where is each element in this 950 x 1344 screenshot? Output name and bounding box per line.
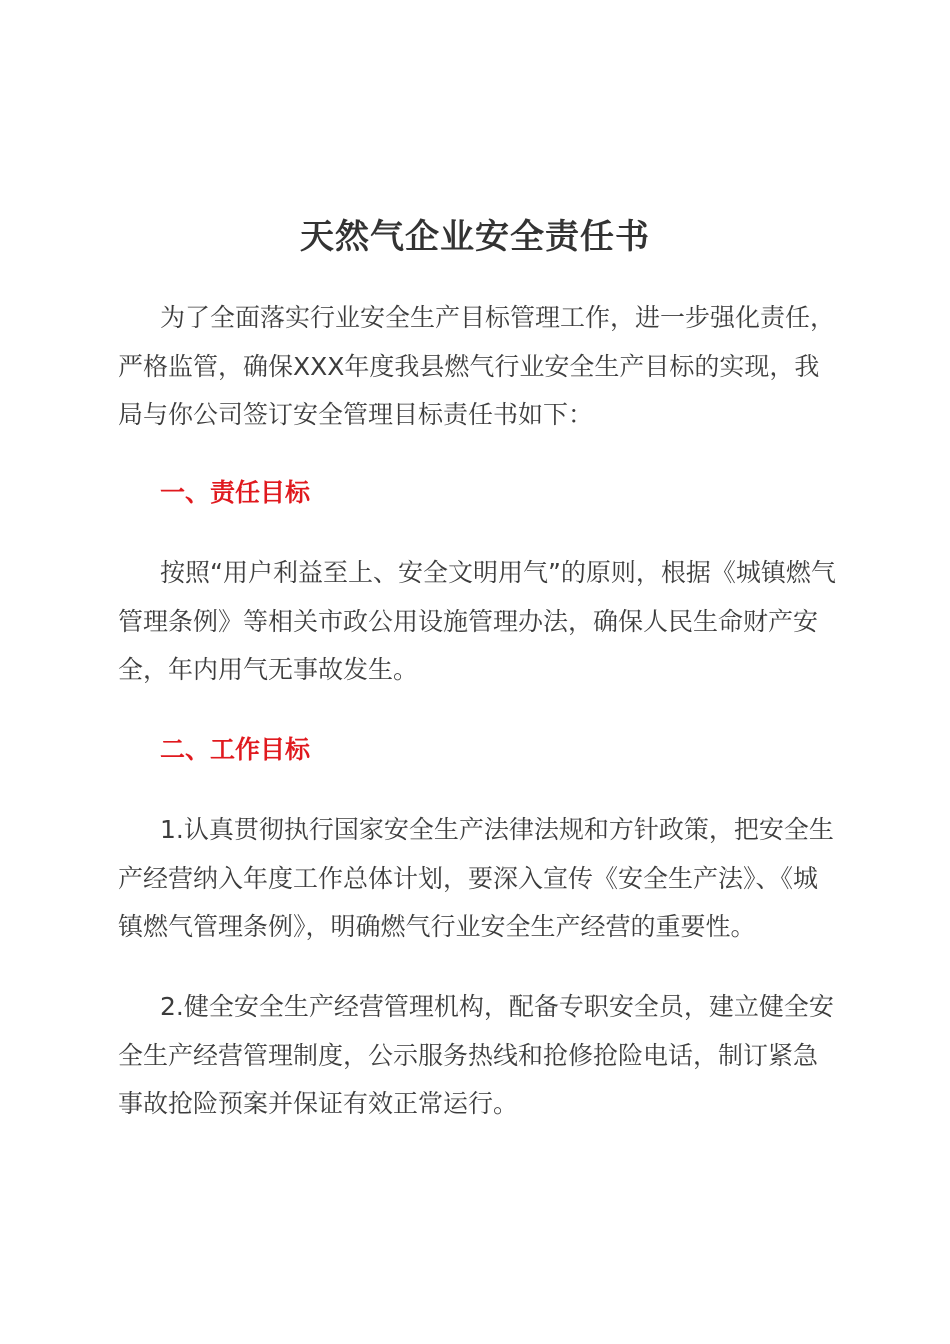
- section-1-paragraph: 按照“用户利益至上、安全文明用气”的原则，根据《城镇燃气管理条例》等相关市政公用设施管理办法，确保人民生命财产安全，年内用气无事故发生。: [118, 558, 836, 684]
- section-heading-responsibility-goal: 一、责任目标: [160, 478, 311, 507]
- section-heading-work-goal: 二、工作目标: [160, 735, 311, 764]
- section-2-item-2: 2.健全安全生产经营管理机构，配备专职安全员，建立健全安全生产经营管理制度，公示服务热线和抢修抢险电话，制订紧急事故抢险预案并保证有效正常运行。: [118, 992, 834, 1118]
- intro-paragraph: 为了全面落实行业安全生产目标管理工作，进一步强化责任，严格监管，确保XXX年度我县燃气行业安全生产目标的实现，我局与你公司签订安全管理目标责任书如下：: [118, 303, 836, 429]
- section-2-item-1: 1.认真贯彻执行国家安全生产法律法规和方针政策，把安全生产经营纳入年度工作总体计划，要深入宣传《安全生产法》、《城镇燃气管理条例》，明确燃气行业安全生产经营的重要性。: [118, 815, 834, 941]
- document-title: 天然气企业安全责任书: [300, 217, 650, 257]
